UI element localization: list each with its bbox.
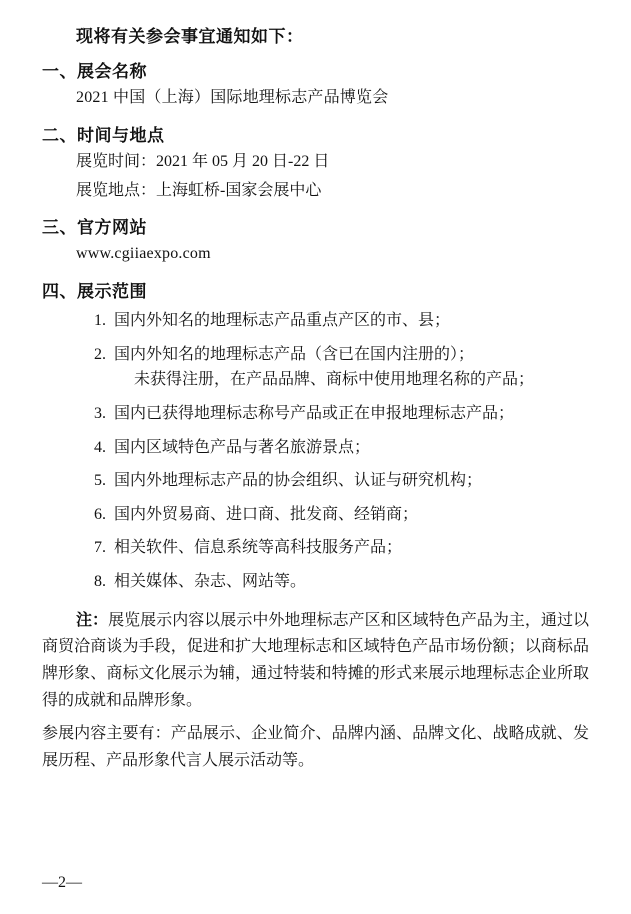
note-paragraph [42,607,589,716]
list-item-number: 6. [94,505,106,523]
list-item-number: 2. [94,345,106,363]
list-item-text: 国内区域特色产品与著名旅游景点； [114,438,371,456]
intro-paragraph: 现将有关参会事宜通知如下： [76,27,304,47]
official-website-url: www.cgiiaexpo.com [76,245,211,263]
section-1-line-1: 2021 中国（上海）国际地理标志产品博览会 [76,89,389,106]
list-item [42,502,589,528]
list-item-subline: 未获得注册，在产品品牌、商标中使用地理名称的产品； [134,371,535,389]
list-item-text: 国内外知名的地理标志产品重点产区的市、县； [114,312,451,330]
list-item-text: 相关媒体、杂志、网站等。 [114,572,307,590]
list-item [42,569,589,595]
list-item-text: 国内外地理标志产品的协会组织、认证与研究机构； [114,472,483,490]
note-label: 注： [76,609,109,629]
section-2-line-1: 展览时间：2021 年 05 月 20 日-22 日 [76,152,330,170]
list-item [42,435,589,461]
list-item-number: 3. [94,404,106,422]
section-heading-4: 四、展示范围 [42,282,147,303]
list-item-main: 国内外知名的地理标志产品（含已在国内注册的）； [114,345,475,363]
list-item [42,535,589,561]
list-item [42,342,589,393]
list-item [42,468,589,494]
page-number: —2— [42,874,82,891]
section-heading-2: 二、时间与地点 [42,125,165,146]
list-item-number: 4. [94,438,106,456]
list-item-number: 5. [94,472,106,490]
list-item-number: 1. [94,312,106,330]
scope-list [42,308,589,594]
note-text: 展览展示内容以展示中外地理标志产区和区域特色产品为主，通过以商贸洽商谈为手段，促进和扩大地理标志和区域特色产品市场份额；以商标品牌形象、商标文化展示为辅，通过特装和特摊的形式来展示地理标志企业所取得的成就和品牌形象。 [42,611,589,710]
section-2-line-2: 展览地点：上海虹桥-国家会展中心 [76,181,322,199]
list-item-text: 国内外贸易商、进口商、批发商、经销商； [114,505,419,523]
list-item [42,401,589,427]
list-item-text: 相关软件、信息系统等高科技服务产品； [114,539,403,557]
list-item-text [114,342,589,393]
list-item [42,308,589,334]
closing-paragraph: 参展内容主要有：产品展示、企业简介、品牌内涵、品牌文化、战略成就、发展历程、产品形象代言人展示活动等。 [42,725,589,769]
section-heading-3: 三、官方网站 [42,218,147,239]
list-item-number: 7. [94,539,106,557]
list-item-number: 8. [94,572,106,590]
list-item-text: 国内已获得地理标志称号产品或正在申报地理标志产品； [114,404,515,422]
section-heading-1: 一、展会名称 [42,62,147,82]
